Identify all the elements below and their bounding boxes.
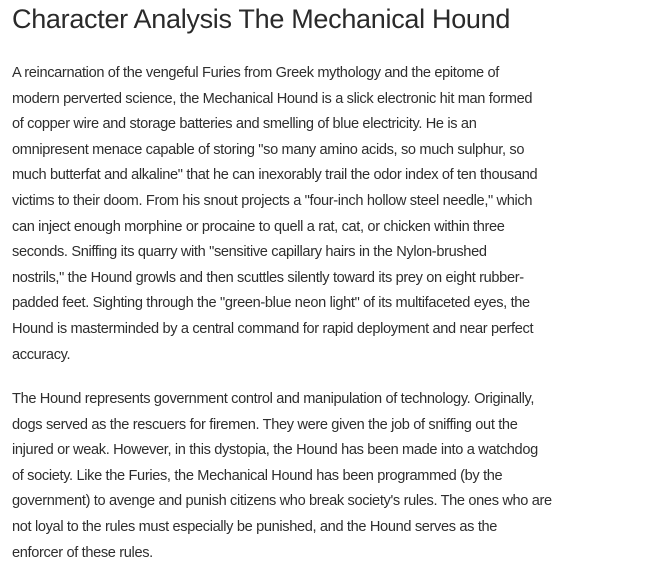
text-line: seconds. Sniffing its quarry with "sensitive capillary hairs in the Nylon-brushed — [12, 244, 487, 261]
text-line: not loyal to the rules must especially be punished, and the Hound serves as the — [12, 518, 498, 535]
text-line: The Hound represents government control and manipulation of technology. Originally, — [12, 391, 535, 407]
text-line: of copper wire and storage batteries and smelling of blue electricity. He is an — [12, 116, 477, 133]
text-line: accuracy. — [12, 346, 71, 363]
paragraph-symbolism — [12, 387, 552, 566]
text-line: dogs served as the rescuers for firemen. They were given the job of sniffing out the — [12, 416, 518, 433]
text-line: can inject enough morphine or procaine to quell a rat, cat, or chicken within three — [12, 218, 505, 235]
text-line: omnipresent menace capable of storing "so many amino acids, so much sulphur, so — [12, 141, 525, 158]
text-line: nostrils," the Hound growls and then scuttles silently toward its prey on eight rubber- — [12, 269, 524, 286]
text-line: modern perverted science, the Mechanical Hound is a slick electronic hit man formed — [12, 90, 533, 107]
text-line: Hound is masterminded by a central command for rapid deployment and near perfect — [12, 320, 534, 337]
text-line: enforcer of these rules. — [12, 544, 153, 561]
text-line: victims to their doom. From his snout projects a "four-inch hollow steel needle," which — [12, 192, 533, 209]
text-line: injured or weak. However, in this dystopia, the Hound has been made into a watchdog — [12, 442, 538, 459]
text-line: much butterfat and alkaline" that he can inexorably trail the odor index of ten thousand — [12, 167, 538, 184]
text-line: padded feet. Sighting through the "green-blue neon light" of its multifaceted eyes, the — [12, 295, 530, 312]
text-line: of society. Like the Furies, the Mechanical Hound has been programmed (by the — [12, 467, 503, 484]
page-title: Character Analysis The Mechanical Hound — [12, 4, 511, 34]
text-line: government) to avenge and punish citizens who break society's rules. The ones who are — [12, 493, 552, 510]
text-line: A reincarnation of the vengeful Furies from Greek mythology and the epitome of — [12, 65, 500, 81]
paragraph-description — [12, 61, 537, 368]
